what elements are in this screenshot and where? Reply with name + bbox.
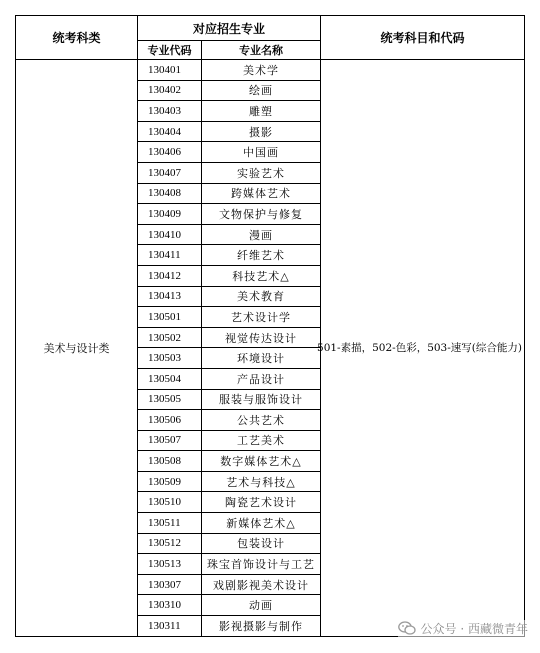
major-name: 工艺美术	[202, 430, 321, 451]
majors-table	[15, 15, 525, 637]
major-name: 美术学	[202, 60, 321, 81]
major-name: 科技艺术△	[202, 265, 321, 286]
major-code: 130513	[138, 554, 202, 575]
major-name: 绘画	[202, 80, 321, 101]
major-name: 戏剧影视美术设计	[202, 574, 321, 595]
major-name: 产品设计	[202, 368, 321, 389]
major-code: 130413	[138, 286, 202, 307]
major-code: 130509	[138, 471, 202, 492]
major-code: 130502	[138, 327, 202, 348]
category-cell: 美术与设计类	[16, 60, 138, 637]
header-category: 统考科类	[16, 16, 138, 60]
major-code: 130311	[138, 616, 202, 637]
major-name: 公共艺术	[202, 410, 321, 431]
header-major-group: 对应招生专业	[138, 16, 321, 41]
major-code: 130503	[138, 348, 202, 369]
major-name: 艺术设计学	[202, 307, 321, 328]
major-code: 130406	[138, 142, 202, 163]
wechat-icon	[398, 621, 416, 636]
major-code: 130411	[138, 245, 202, 266]
major-code: 130504	[138, 368, 202, 389]
major-code: 130508	[138, 451, 202, 472]
major-name: 文物保护与修复	[202, 204, 321, 225]
exam-subjects-cell	[317, 60, 525, 637]
major-code: 130410	[138, 224, 202, 245]
major-name: 动画	[202, 595, 321, 616]
major-code: 130507	[138, 430, 202, 451]
major-code: 130403	[138, 101, 202, 122]
major-code: 130408	[138, 183, 202, 204]
major-name: 实验艺术	[202, 162, 321, 183]
major-code: 130409	[138, 204, 202, 225]
watermark	[398, 620, 528, 637]
major-name: 摄影	[202, 121, 321, 142]
major-name: 影视摄影与制作	[202, 616, 321, 637]
major-code: 130401	[138, 60, 202, 81]
major-code: 130307	[138, 574, 202, 595]
major-name: 视觉传达设计	[202, 327, 321, 348]
exam-subjects-text: 501-素描，502-色彩，503-速写(综合能力)	[317, 342, 522, 355]
major-code: 130501	[138, 307, 202, 328]
major-name: 数字媒体艺术△	[202, 451, 321, 472]
table-row	[16, 60, 525, 81]
major-code: 130510	[138, 492, 202, 513]
major-name: 中国画	[202, 142, 321, 163]
major-name: 美术教育	[202, 286, 321, 307]
major-name: 陶瓷艺术设计	[202, 492, 321, 513]
header-exam-subjects: 统考科目和代码	[321, 16, 525, 60]
header-code: 专业代码	[138, 41, 202, 60]
major-code: 130412	[138, 265, 202, 286]
watermark-text: 公众号 · 西藏微青年	[420, 622, 528, 636]
major-name: 雕塑	[202, 101, 321, 122]
major-name: 纤维艺术	[202, 245, 321, 266]
major-name: 包装设计	[202, 533, 321, 554]
major-name: 服装与服饰设计	[202, 389, 321, 410]
major-name: 珠宝首饰设计与工艺	[202, 554, 321, 575]
major-code: 130512	[138, 533, 202, 554]
major-code: 130505	[138, 389, 202, 410]
header-name: 专业名称	[202, 41, 321, 60]
major-name: 新媒体艺术△	[202, 513, 321, 534]
major-name: 跨媒体艺术	[202, 183, 321, 204]
table-body	[16, 60, 525, 637]
major-code: 130402	[138, 80, 202, 101]
major-code: 130407	[138, 162, 202, 183]
major-name: 艺术与科技△	[202, 471, 321, 492]
major-code: 130506	[138, 410, 202, 431]
major-name: 环境设计	[202, 348, 321, 369]
major-code: 130404	[138, 121, 202, 142]
major-code: 130310	[138, 595, 202, 616]
major-code: 130511	[138, 513, 202, 534]
major-name: 漫画	[202, 224, 321, 245]
